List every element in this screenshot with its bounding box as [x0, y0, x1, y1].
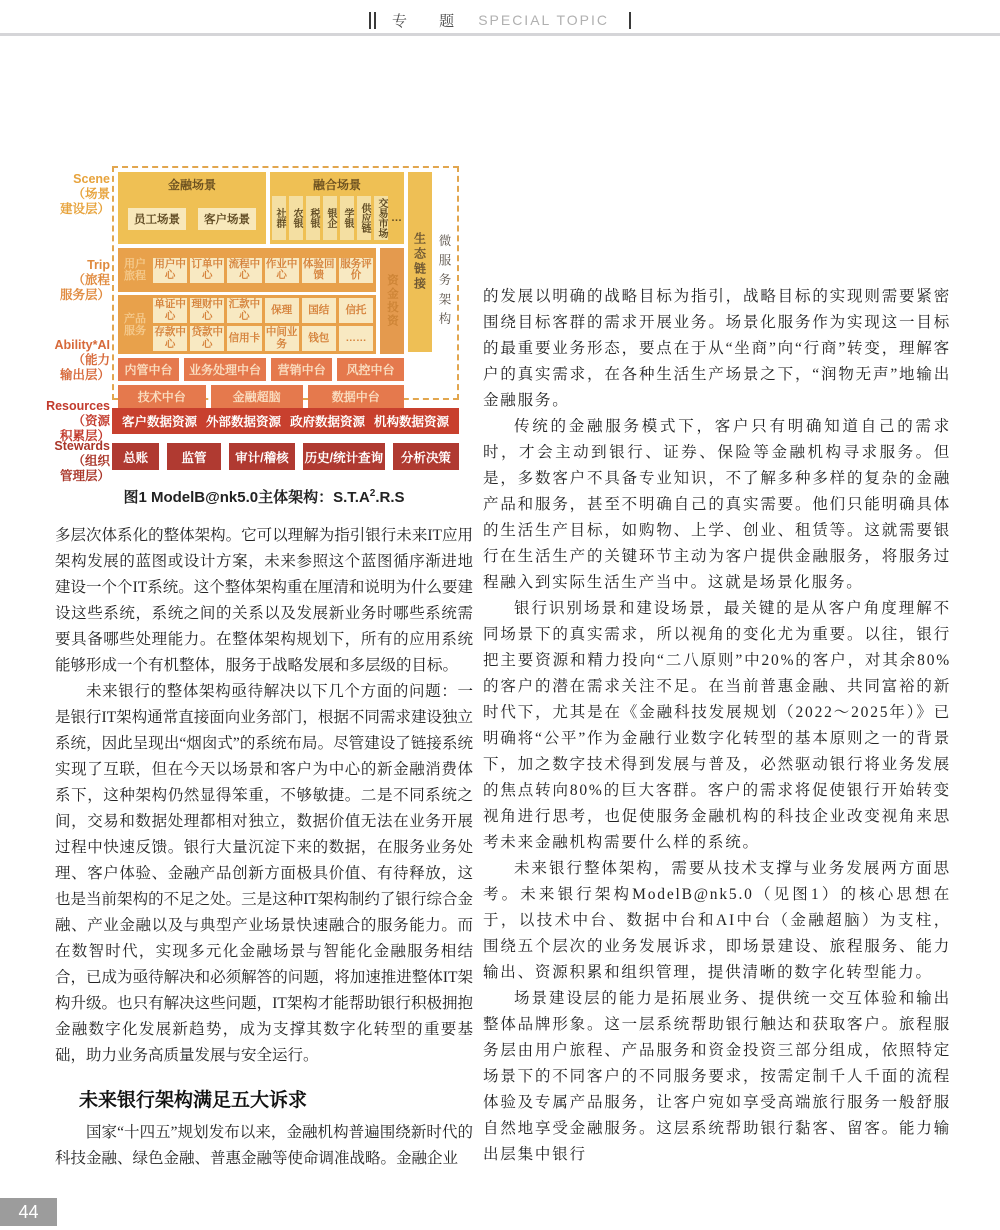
scene-item: 员工场景	[128, 208, 186, 230]
layer-label-trip: Trip （旅程 服务层）	[59, 258, 110, 302]
resource-item: 政府数据资源	[289, 415, 365, 429]
ability-item: 内管中台	[118, 358, 179, 381]
product-service-panel: 产品服务 单证中心 理财中心 汇款中心 保理 国结 信托 存款中心 贷款中心 信用卡 中间业务 钱包 ……	[118, 295, 376, 354]
steward-item: 分析决策	[393, 443, 459, 470]
capital-invest-bar: 资金投资	[380, 248, 404, 354]
product-item: 存款中心	[154, 326, 186, 350]
product-item: 贷款中心	[191, 326, 223, 350]
fusion-item: 学银	[340, 196, 354, 240]
fusion-item: 供应链	[357, 196, 371, 240]
layer-label-resources: Resources （资源 积累层）	[46, 399, 110, 443]
product-item: 信用卡	[227, 326, 261, 351]
ability-item: 风控中台	[337, 358, 404, 381]
microservice-architecture-label: 微服务架构	[437, 234, 451, 332]
architecture-dashed-box	[112, 166, 459, 404]
steward-item: 历史/统计查询	[303, 443, 385, 470]
figure-caption: 图1 ModelB@nk5.0主体架构：$S.T.A^2.R.S$	[123, 488, 405, 506]
product-item: ……	[339, 326, 373, 351]
fusion-item: 社群	[272, 196, 286, 240]
fusion-item: 税银	[306, 196, 320, 240]
fusion-ellipsis: …	[391, 212, 402, 224]
journey-item: 流程中心	[228, 257, 261, 281]
journey-item: 作业中心	[265, 257, 298, 281]
section-title-cn: 专 题	[392, 12, 469, 30]
steward-item: 总账	[112, 443, 159, 470]
body-paragraph: 未来银行整体架构，需要从技术支撑与业务发展两方面思考。未来银行架构ModelB@nk5.0（见图1）的核心思想在于，以技术中台、数据中台和AI中台（金融超脑）为支柱，围绕五个层次的业务发展诉求，即场景建设、旅程服务、能力输出、资源积累和组织管理，提供清晰的数字化转型能力。	[483, 860, 951, 981]
product-item: 理财中心	[191, 298, 223, 322]
body-paragraph: 国家“十四五”规划发布以来，金融机构普遍围绕新时代的科技金融、绿色金融、普惠金融等使命调准战略。金融企业	[55, 1124, 473, 1167]
user-journey-panel: 用户旅程 用户中心 订单中心 流程中心 作业中心 体验回馈 服务评价	[118, 248, 376, 292]
stewards-layer-row	[112, 443, 459, 470]
steward-item: 监管	[167, 443, 221, 470]
right-column	[483, 284, 951, 1168]
scene-item: 客户场景	[198, 208, 256, 230]
product-item: 信托	[339, 298, 373, 323]
product-item: 钱包	[302, 326, 336, 351]
header-double-bar-icon	[369, 12, 376, 29]
fusion-item: 农银	[289, 196, 303, 240]
body-paragraph: 场景建设层的能力是拓展业务、提供统一交互体验和输出整体品牌形象。这一层系统帮助银行触达和获取客户。旅程服务层由用户旅程、产品服务和资金投资三部分组成，依照特定场景下的不同客户的不同服务要求，按需定制千人千面的流程体验及专属产品服务，让客户宛如享受高端旅行服务一般舒服自然地享受金融服务。这层系统帮助银行黏客、留客。能力输出层集中银行	[483, 990, 951, 1163]
fusion-item: 银企	[323, 196, 337, 240]
finance-scene-panel: 金融场景 员工场景 客户场景	[118, 172, 266, 244]
resource-item: 客户数据资源	[122, 415, 198, 429]
header-single-bar-icon	[629, 12, 631, 29]
journey-item: 体验回馈	[303, 257, 335, 281]
resource-item: 外部数据资源	[205, 415, 281, 429]
fusion-scene-panel: 融合场景 社群 农银 税银 银企 学银 供应链 交易市场 …	[270, 172, 404, 244]
section-title-en: SPECIAL TOPIC	[478, 12, 609, 28]
layer-label-stewards: Stewards （组织 管理层）	[54, 439, 110, 483]
ability-item: 营销中台	[271, 358, 332, 381]
journey-item: 订单中心	[191, 257, 223, 281]
fusion-item: 交易市场	[376, 198, 387, 238]
body-paragraph: 的发展以明确的战略目标为指引，战略目标的实现则需要紧密围绕目标客群的需求开展业务。场景化服务作为实现这一目标的最重要业务形态，要点在于从“坐商”向“行商”转变，理解客户的真实需求，在各种生活生产场景之下，“润物无声”地输出金融服务。	[483, 288, 951, 409]
product-item: 单证中心	[154, 298, 186, 322]
journey-item: 用户中心	[154, 257, 186, 281]
ability-item: 技术中台	[118, 385, 206, 408]
ability-item: 数据中台	[308, 385, 404, 408]
resource-item: 机构数据资源	[373, 415, 449, 429]
product-item: 国结	[302, 298, 336, 323]
body-paragraph: 银行识别场景和建设场景，最关键的是从客户角度理解不同场景下的真实需求，所以视角的变化尤为重要。以往，银行把主要资源和精力投向“二八原则”中20%的客户，对其余80%的客户的潜在需求关注不足。在当前普惠金融、共同富裕的新时代下，尤其是在《金融科技发展规划（2022～2025年）》已明确将“公平”作为金融行业数字化转型的基本原则之一的背景下，加之数字技术得到发展与普及，必然驱动银行将业务发展的焦点转向80%的巨大客群。客户的需求将促使银行开始转变视角进行思考，也促使服务金融机构的科技企业改变视角来思考未来金融机构需要什么样的系统。	[483, 600, 951, 851]
trip-layer	[118, 248, 404, 354]
scene-layer	[118, 172, 404, 244]
product-item: 中间业务	[265, 326, 298, 350]
body-paragraph: 多层次体系化的整体架构。它可以理解为指引银行未来IT应用架构发展的蓝图或设计方案，未来参照这个蓝图循序渐进地建设一个个IT系统。这个整体架构重在厘清和说明为什么要建设这些系统，系统之间的关系以及发展新业务时哪些系统需要具备哪些处理能力。在整体架构规划下，所有的应用系统能够形成一个有机整体，服务于战略发展和多层级的目标。	[55, 527, 473, 674]
steward-item: 审计/稽核	[229, 443, 295, 470]
journey-item: 服务评价	[340, 257, 372, 281]
ability-item: 业务处理中台	[184, 358, 266, 381]
product-item: 汇款中心	[228, 298, 261, 322]
left-column	[46, 150, 473, 1172]
body-paragraph: 传统的金融服务模式下，客户只有明确知道自己的需求时，才会主动到银行、证券、保险等金融机构寻求服务。但是，多数客户不具备专业知识，不了解多种多样的复杂的金融产品和服务，甚至不明确自己的真实需要。他们只能明确具体的生活生产目标，如购物、上学、创业、租赁等。这就需要银行在生活生产的关键环节主动为客户提供金融服务，将服务过程融入到实际生活生产当中。这就是场景化服务。	[483, 418, 951, 591]
page-number: 44	[0, 1198, 57, 1226]
section-heading: 未来银行架构满足五大诉求	[79, 1090, 308, 1111]
ability-item: 金融超脑	[211, 385, 303, 408]
layer-label-ability: Ability*AI （能力 输出层）	[54, 338, 110, 382]
product-item: 保理	[265, 298, 299, 323]
eco-link-bar: 生态链接	[408, 172, 432, 352]
layer-label-scene: Scene （场景 建设层）	[59, 172, 110, 216]
figure-modelbank-architecture	[40, 156, 465, 483]
ability-layer	[118, 358, 404, 408]
page-header	[0, 8, 1000, 32]
header-rule	[0, 33, 1000, 36]
body-paragraph: 未来银行的整体架构亟待解决以下几个方面的问题：一是银行IT架构通常直接面向业务部门，根据不同需求建设独立系统，因此呈现出“烟囱式”的系统布局。尽管建设了链接系统实现了互联，但在今天以场景和客户为中心的新金融消费体系下，这种架构仍然显得笨重，不够敏捷。二是不同系统之间，交易和数据处理都相对独立，数据价值无法在业务开展过程中快速反馈。银行大量沉淀下来的数据，在服务业务处理、客户体验、金融产品创新方面极具价值、有待释放，这也是当前架构的不足之处。三是这种IT架构制约了银行综合金融、产业金融以及与典型产业场景快速融合的服务能力。而在数智时代，实现多元化金融场景与智能化金融服务相结合，已成为亟待解决和必须解答的问题，将加速推进整体IT架构升级。也只有解决这些问题，IT架构才能帮助银行积极拥抱金融数字化发展新趋势，成为支撑其数字化转型的重要基础，助力业务高质量发展与安全运行。	[55, 683, 473, 1064]
resources-layer-bar	[112, 408, 459, 434]
